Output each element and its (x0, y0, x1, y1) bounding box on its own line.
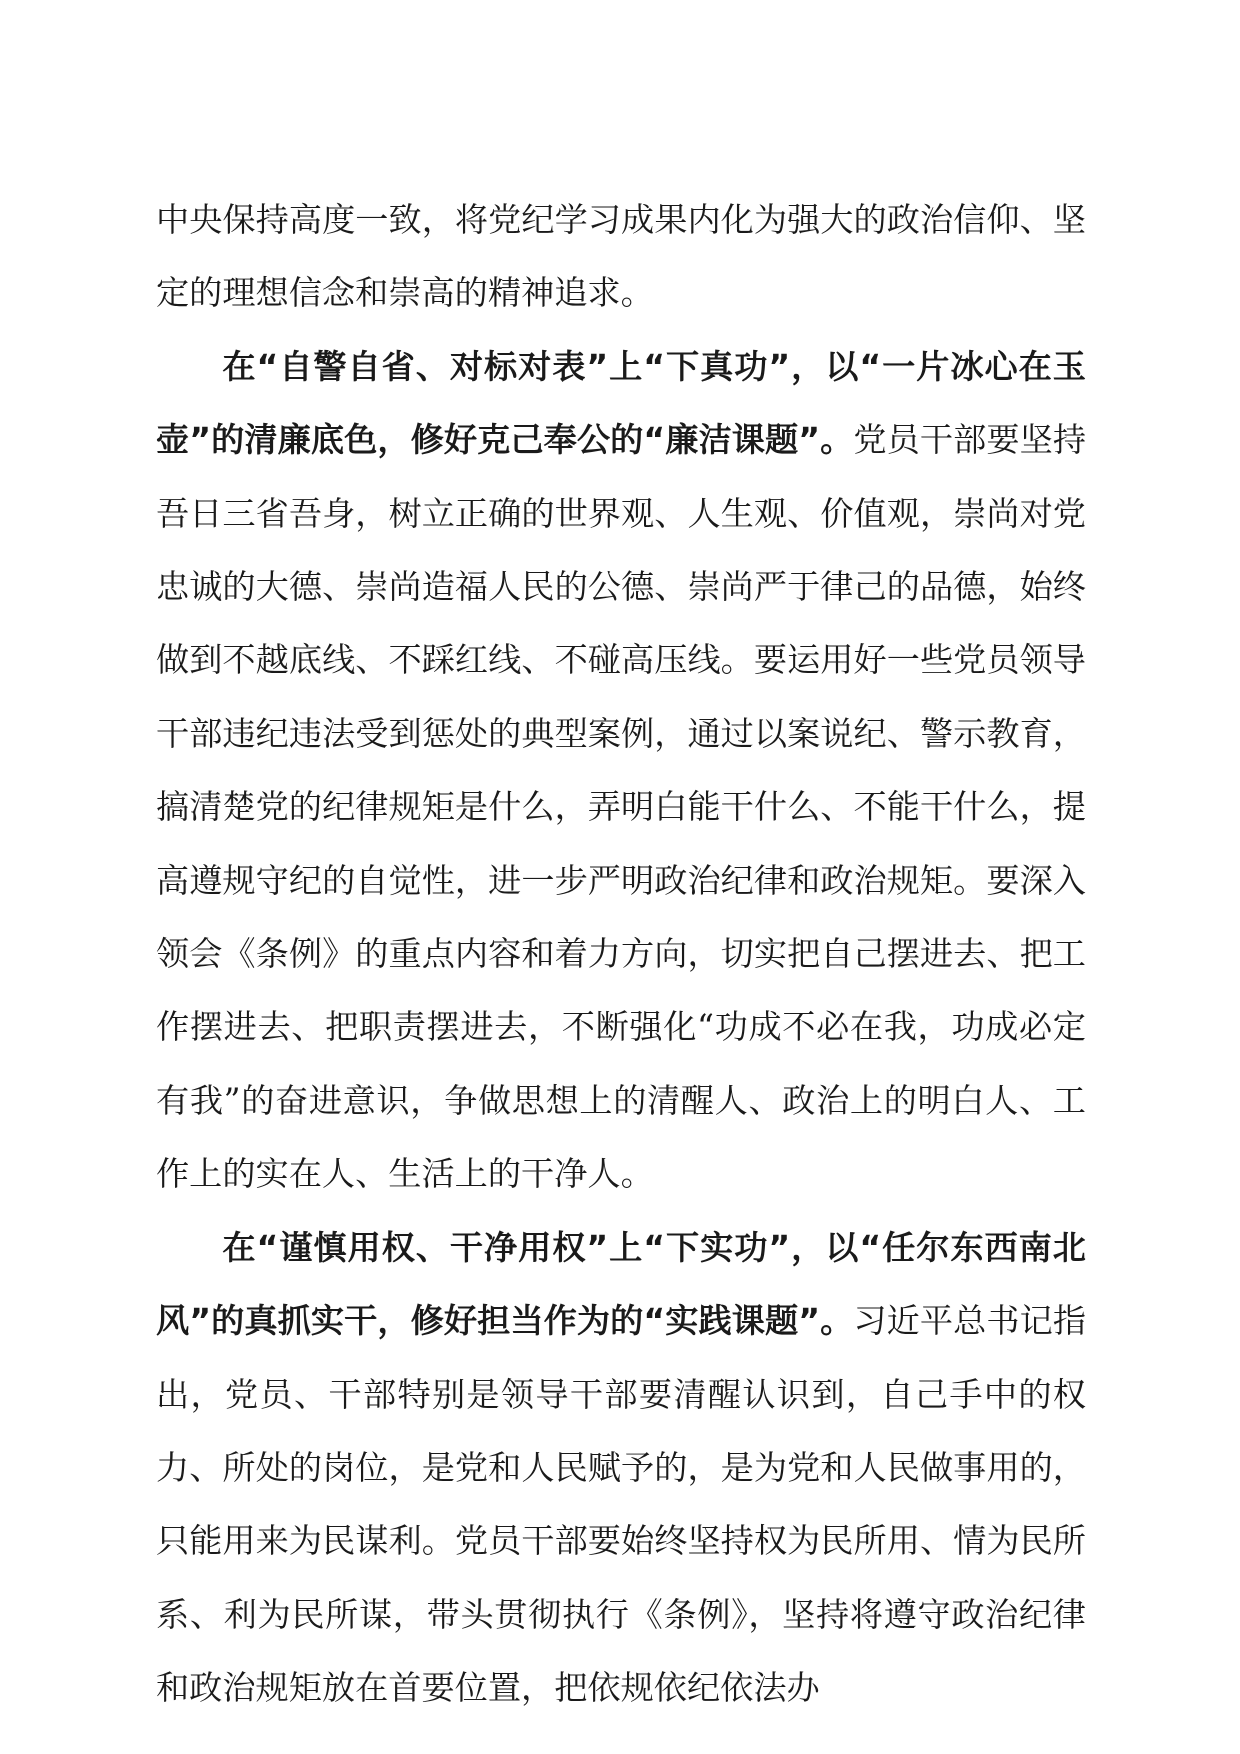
paragraph-lead-heading: 在“自警自省、对标对表”上“下真功”，以“一片冰心在玉壶”的清廉底色，修好克己奉公的“廉洁课题”。 (156, 346, 1086, 460)
paragraph-self-reflection (156, 330, 1086, 1211)
document-page (156, 183, 1086, 1725)
paragraph-power-use (156, 1211, 1086, 1725)
paragraph-body: 党员干部要坚持吾日三省吾身，树立正确的世界观、人生观、价值观，崇尚对党忠诚的大德、崇尚造福人民的公德、崇尚严于律己的品德，始终做到不越底线、不踩红线、不碰高压线。要运用好一些党员领导干部违纪违法受到惩处的典型案例，通过以案说纪、警示教育，搞清楚党的纪律规矩是什么，弄明白能干什么、不能干什么，提高遵规守纪的自觉性，进一步严明政治纪律和政治规矩。要深入领会《条例》的重点内容和着力方向，切实把自己摆进去、把工作摆进去、把职责摆进去，不断强化“功成不必在我，功成必定有我”的奋进意识，争做思想上的清醒人、政治上的明白人、工作上的实在人、生活上的干净人。 (156, 420, 1087, 1194)
paragraph-body: 习近平总书记指出，党员、干部特别是领导干部要清醒认识到，自己手中的权力、所处的岗位，是党和人民赋予的，是为党和人民做事用的，只能用来为民谋利。党员干部要始终坚持权为民所用、情为民所系、利为民所谋，带头贯彻执行《条例》，坚持将遵守政治纪律和政治规矩放在首要位置，把依规依纪依法办 (156, 1301, 1087, 1708)
paragraph-lead-heading: 在“谨慎用权、干净用权”上“下实功”，以“任尔东西南北风”的真抓实干，修好担当作为的“实践课题”。 (156, 1227, 1086, 1341)
paragraph-body: 中央保持高度一致，将党纪学习成果内化为强大的政治信仰、坚定的理想信念和崇高的精神追求。 (156, 200, 1086, 313)
paragraph-continuation (156, 183, 1086, 330)
